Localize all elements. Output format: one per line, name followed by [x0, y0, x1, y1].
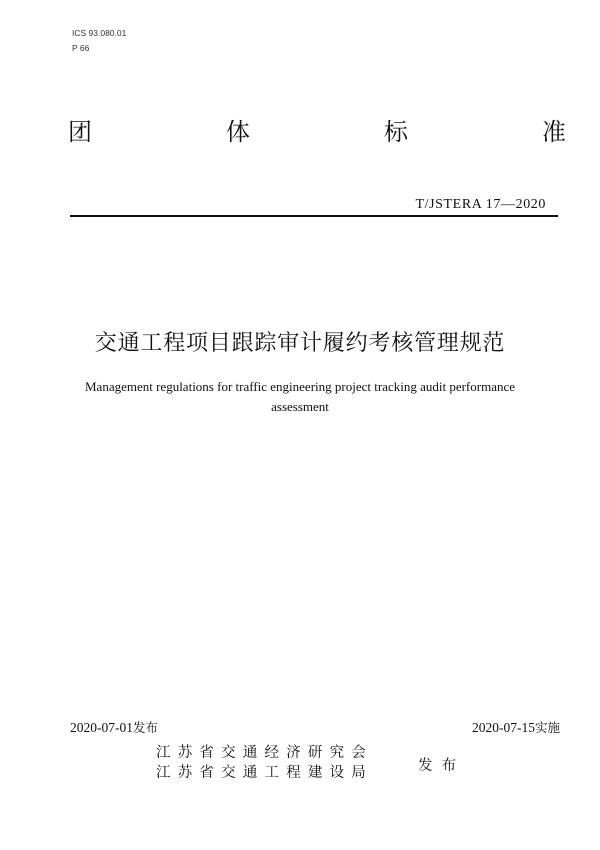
issue-date: 2020-07-01 — [70, 720, 133, 735]
doc-type-char: 准 — [542, 118, 566, 146]
implement-date-block — [472, 718, 560, 736]
title-english-line: assessment — [271, 399, 329, 414]
publish-label: 发布 — [418, 758, 465, 774]
issuer-name: 江苏省交通经济研究会 — [156, 745, 373, 761]
doc-type-char: 团 — [68, 118, 92, 146]
implement-date: 2020-07-15 — [471, 720, 535, 735]
title-english-line: Management regulations for traffic engineering project tracking audit performance — [84, 379, 516, 394]
title-chinese: 交通工程项目跟踪审计履约考核管理规范 — [94, 331, 506, 356]
standard-number: T/JSTERA 17—2020 — [415, 197, 546, 212]
issuer-name: 江苏省交通工程建设局 — [156, 765, 373, 781]
title-english — [60, 377, 540, 417]
document-type-heading — [62, 112, 572, 147]
issuing-organizations — [156, 743, 373, 783]
classification-codes — [72, 26, 126, 56]
issue-date-block — [70, 718, 158, 736]
implement-label: 实施 — [534, 720, 560, 735]
doc-type-char: 标 — [384, 118, 408, 146]
header-divider — [70, 215, 558, 217]
doc-type-char: 体 — [226, 118, 250, 146]
issue-label: 发布 — [133, 720, 159, 735]
ccs-code: P 66 — [72, 43, 90, 53]
ics-code: ICS 93.080.01 — [72, 28, 127, 38]
